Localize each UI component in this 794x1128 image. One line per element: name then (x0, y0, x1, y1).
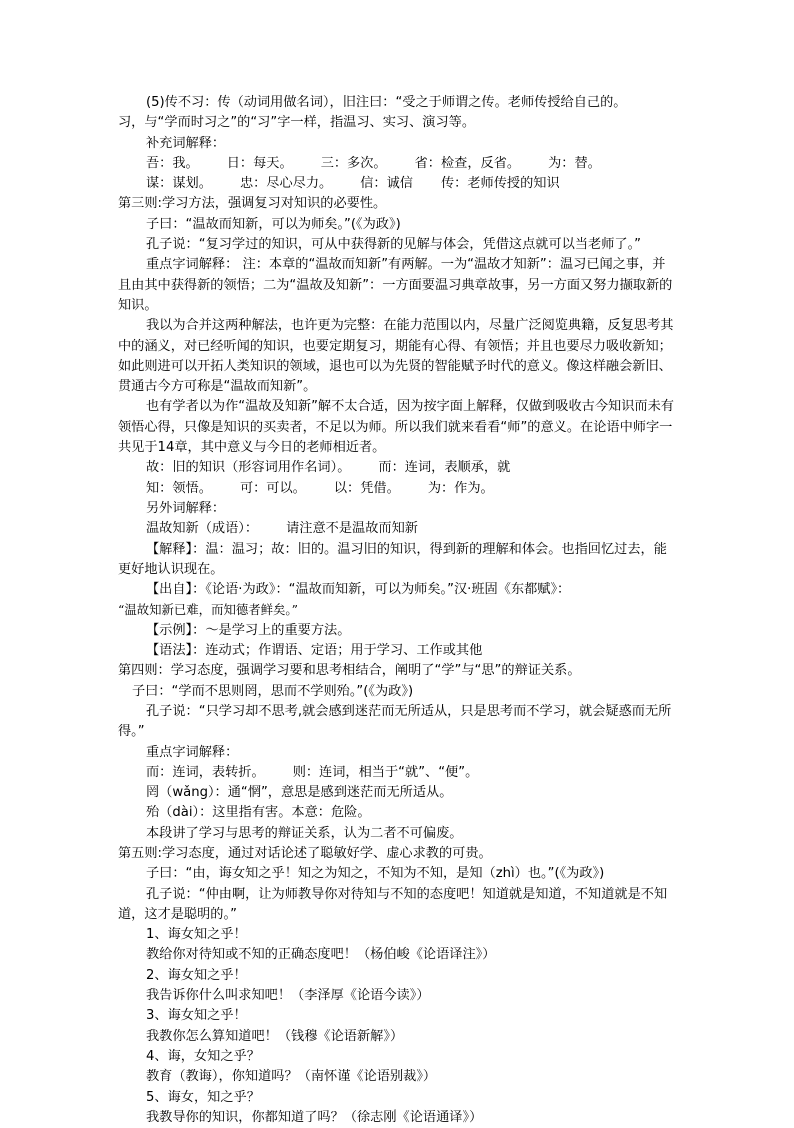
idiom-source-quote: “温故知新已难，而知德者鲜矣。” (118, 602, 298, 618)
list-item-translation: 我告诉你什么叫求知吧！（李泽厚《论语今读》） (146, 988, 430, 1004)
definition: 三：多次。 (320, 155, 387, 171)
paragraph: 也有学者以为作“温故及知新”解不太合适，因为按字面上解释，仅做到吸收古今知识而未有领悟心得，只像是知识的买卖者，不足以为师。所以我们就来看看“师”的意义。在论语中师字一共见于14章，其中意义与今日的老师相近者。 (118, 399, 674, 456)
text-line: 习，与“学而时习之”的“习”字一样，指温习、实习、演习等。 (118, 115, 476, 131)
list-item: 2、诲女知之乎！ (146, 967, 247, 983)
definition: 则：连词，相当于“就”、“便”。 (292, 764, 479, 780)
definition: 而：连词，表转折。 (146, 764, 265, 780)
word-definitions-row (118, 154, 678, 174)
list-item-translation: 我教导你的知识，你都知道了吗？（徐志刚《论语通译》） (146, 1109, 483, 1125)
definition: 而：连词，表顺承，就 (378, 460, 511, 476)
text-line: 另外词解释： (146, 500, 226, 516)
definition: 殆（dài）：这里指有害。本意：危险。 (146, 805, 371, 821)
section-heading: 第四则：学习态度，强调学习要和思考相结合，阐明了“学”与“思”的辩证关系。 (118, 663, 581, 679)
section-heading: 第五则:学习态度，通过对话论述了聪敏好学、虚心求教的可贵。 (118, 845, 492, 861)
list-item: 3、诲女知之乎！ (146, 1008, 247, 1024)
definition: 吾：我。 (146, 155, 199, 171)
document-page (118, 93, 678, 1128)
quotation: 子曰：“温故而知新，可以为师矣。”(《为政》) (146, 216, 401, 232)
list-item-translation: 我教你怎么算知道吧！（钱穆《论语新解》） (146, 1028, 404, 1044)
translation: 孔子说：“复习学过的知识，可从中获得新的见解与体会，凭借这点就可以当老师了。” (146, 237, 641, 253)
translation: 孔子说：“只学习却不思考,就会感到迷茫而无所适从，只是思考而不学习，就会疑惑而无所得。” (118, 703, 672, 740)
idiom: 温故知新（成语）： (146, 521, 259, 537)
word-definitions-row (118, 174, 678, 194)
word-definitions-row (118, 479, 678, 499)
paragraph: 我以为合并这两种解法，也许更为完整：在能力范围以内，尽量广泛阅览典籍，反复思考其中的涵义，对已经听闻的知识，也要定期复习，期能有心得、有领悟；并且也要尽力吸收新知；如此则进可以开拓人类知识的领域，退也可以为先贤的智能赋予时代的意义。像这样融会新旧、贯通古今方可称是“温故而知新”。 (118, 318, 674, 395)
definition: 信：诚信 (360, 176, 413, 192)
section-heading: 第三则:学习方法，强调复习对知识的必要性。 (118, 196, 387, 212)
text-line: 补充词解释： (146, 135, 226, 151)
list-item: 4、诲，女知之乎？ (146, 1048, 260, 1064)
definition: 为：替。 (548, 155, 601, 171)
text-line: (5)传不习：传（动词用做名词），旧注曰：“受之于师谓之传。老师传授给自己的。 (146, 95, 627, 110)
translation: 孔子说：“仲由啊，让为师教导你对待知与不知的态度吧！知道就是知道，不知道就是不知道，这才是聪明的。” (118, 886, 668, 922)
definition: 忠：尽心尽力。 (239, 176, 333, 192)
word-definitions-row (118, 763, 678, 783)
idiom-row (118, 519, 678, 539)
idiom-grammar: 【语法】：连动式；作谓语、定语；用于学习、工作或其他 (146, 643, 483, 659)
text-line: 重点字词解释： (146, 744, 239, 760)
definition: 知：领悟。 (146, 480, 212, 496)
idiom-explanation: 【解释】：温：温习；故：旧的。温习旧的知识，得到新的理解和体会。也指回忆过去，能更好地认识现在。 (118, 541, 667, 577)
note: 请注意不是温故而知新 (286, 521, 418, 537)
list-item: 1、诲女知之乎！ (146, 927, 247, 943)
definition: 传：老师传授的知识 (441, 176, 560, 192)
definition: 可：可以。 (239, 480, 306, 496)
paragraph: 本段讲了学习与思考的辩证关系，认为二者不可偏废。 (146, 825, 463, 841)
definition: 日：每天。 (226, 155, 293, 171)
definition: 罔（wǎng）：通“惘”，意思是感到迷茫而无所适从。 (146, 785, 453, 801)
quotation: 子曰：“学而不思则罔，思而不学则殆。”(《为政》) (132, 683, 414, 699)
idiom-source: 【出自】：《论语·为政》：“温故而知新，可以为师矣。”汉·班固《东都赋》： (146, 582, 571, 598)
definition: 省：检查，反省。 (414, 155, 521, 171)
idiom-example: 【示例】：～是学习上的重要方法。 (146, 622, 351, 638)
word-definitions-row (118, 458, 678, 478)
paragraph: 重点字词解释： 注：本章的“温故而知新”有两解。一为“温故才知新”：温习已闻之事，并且由其中获得新的领悟；二为“温故及知新”：一方面要温习典章故事，另一方面又努力撷取新的知识。 (118, 257, 673, 313)
list-item: 5、诲女，知之乎？ (146, 1089, 260, 1105)
list-item-translation: 教育（教诲），你知道吗？（南怀谨《论语别裁》） (146, 1069, 437, 1085)
list-item-translation: 教给你对待知或不知的正确态度吧！（杨伯峻《论语译注》） (146, 947, 496, 963)
definition: 以：凭借。 (333, 480, 400, 496)
definition: 为：作为。 (427, 480, 494, 496)
quotation: 子曰：“由，诲女知之乎！知之为知之，不知为不知，是知（zhì）也。”(《为政》) (146, 866, 605, 882)
definition: 故：旧的知识（形容词用作名词）。 (146, 460, 351, 476)
definition: 谋：谋划。 (146, 176, 212, 192)
